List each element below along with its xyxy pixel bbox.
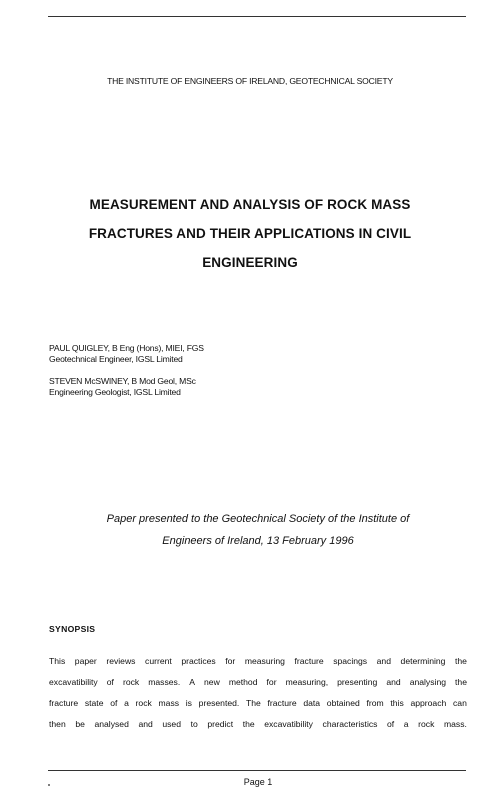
presentation-line-2: Engineers of Ireland, 13 February 1996 [162, 535, 354, 547]
author-block-1 [49, 343, 204, 365]
author-name: STEVEN McSWINEY, B Mod Geol, MSc [49, 376, 196, 386]
synopsis-word: then [49, 719, 66, 729]
synopsis-word: and [386, 677, 401, 687]
synopsis-word: The [246, 698, 261, 708]
synopsis-word: and [376, 656, 391, 666]
synopsis-line [49, 714, 467, 735]
synopsis-word: fracture [49, 698, 79, 708]
author-role: Geotechnical Engineer, IGSL Limited [49, 354, 183, 364]
synopsis-word: presenting [337, 677, 378, 687]
title-line-2: FRACTURES AND THEIR APPLICATIONS IN CIVIL [88, 226, 412, 241]
synopsis-word: the [455, 656, 467, 666]
synopsis-word: rock [418, 719, 435, 729]
synopsis-word: measuring [244, 656, 285, 666]
top-rule [48, 16, 466, 17]
synopsis-word: a [403, 719, 409, 729]
synopsis-word: characteristics [322, 719, 378, 729]
synopsis-word: fracture [294, 656, 324, 666]
synopsis-body [49, 651, 467, 735]
synopsis-word: fracture [267, 698, 297, 708]
synopsis-word: measuring, [285, 677, 329, 687]
synopsis-word: rock [122, 677, 140, 687]
paper-title [40, 190, 460, 277]
synopsis-word: excavatibility [264, 719, 313, 729]
synopsis-word: method [228, 677, 258, 687]
synopsis-word: of [387, 719, 395, 729]
synopsis-word: for [266, 677, 277, 687]
synopsis-word: this [390, 698, 404, 708]
synopsis-word: for [225, 656, 236, 666]
title-line-1: MEASUREMENT AND ANALYSIS OF ROCK MASS [89, 197, 411, 212]
synopsis-word: new [204, 677, 220, 687]
synopsis-word: to [190, 719, 198, 729]
author-name: PAUL QUIGLEY, B Eng (Hons), MIEI, FGS [49, 343, 204, 353]
synopsis-word: paper [74, 656, 97, 666]
synopsis-word: the [455, 677, 467, 687]
synopsis-word: of [110, 698, 118, 708]
synopsis-word: analysed [94, 719, 129, 729]
synopsis-word: practices [181, 656, 216, 666]
synopsis-word: of [106, 677, 114, 687]
synopsis-line [49, 672, 467, 693]
synopsis-word: mass [158, 698, 180, 708]
synopsis-word: presented. [198, 698, 240, 708]
synopsis-word: analysing [409, 677, 446, 687]
synopsis-word: excavatibility [49, 677, 98, 687]
synopsis-word: current [145, 656, 172, 666]
page-number: Page 1 [243, 777, 273, 787]
synopsis-word: data [303, 698, 321, 708]
synopsis-word: from [366, 698, 384, 708]
synopsis-word: used [162, 719, 181, 729]
presentation-note [0, 508, 500, 552]
synopsis-word: be [75, 719, 85, 729]
synopsis-word: spacings [333, 656, 368, 666]
synopsis-word: obtained [326, 698, 360, 708]
title-line-3: ENGINEERING [202, 255, 298, 270]
synopsis-heading: SYNOPSIS [49, 624, 96, 634]
synopsis-word: rock [135, 698, 152, 708]
synopsis-word: the [242, 719, 255, 729]
synopsis-word: masses. [148, 677, 181, 687]
synopsis-word: mass. [443, 719, 467, 729]
presentation-line-1: Paper presented to the Geotechnical Society of the Institute of [106, 513, 410, 525]
footer-rule [48, 770, 466, 771]
synopsis-word: a [124, 698, 129, 708]
synopsis-word: reviews [106, 656, 136, 666]
synopsis-word: This [49, 656, 66, 666]
synopsis-word: state [84, 698, 104, 708]
synopsis-word: determining [400, 656, 446, 666]
synopsis-word: is [185, 698, 192, 708]
author-block-2 [49, 376, 196, 398]
author-role: Engineering Geologist, IGSL Limited [49, 387, 181, 397]
synopsis-line [49, 651, 467, 672]
synopsis-word: approach [410, 698, 447, 708]
synopsis-word: predict [207, 719, 234, 729]
synopsis-word: and [138, 719, 153, 729]
society-header: THE INSTITUTE OF ENGINEERS OF IRELAND, GEOTECHNICAL SOCIETY [107, 76, 393, 86]
synopsis-word: A [189, 677, 195, 687]
synopsis-line [49, 693, 467, 714]
synopsis-word: can [453, 698, 467, 708]
